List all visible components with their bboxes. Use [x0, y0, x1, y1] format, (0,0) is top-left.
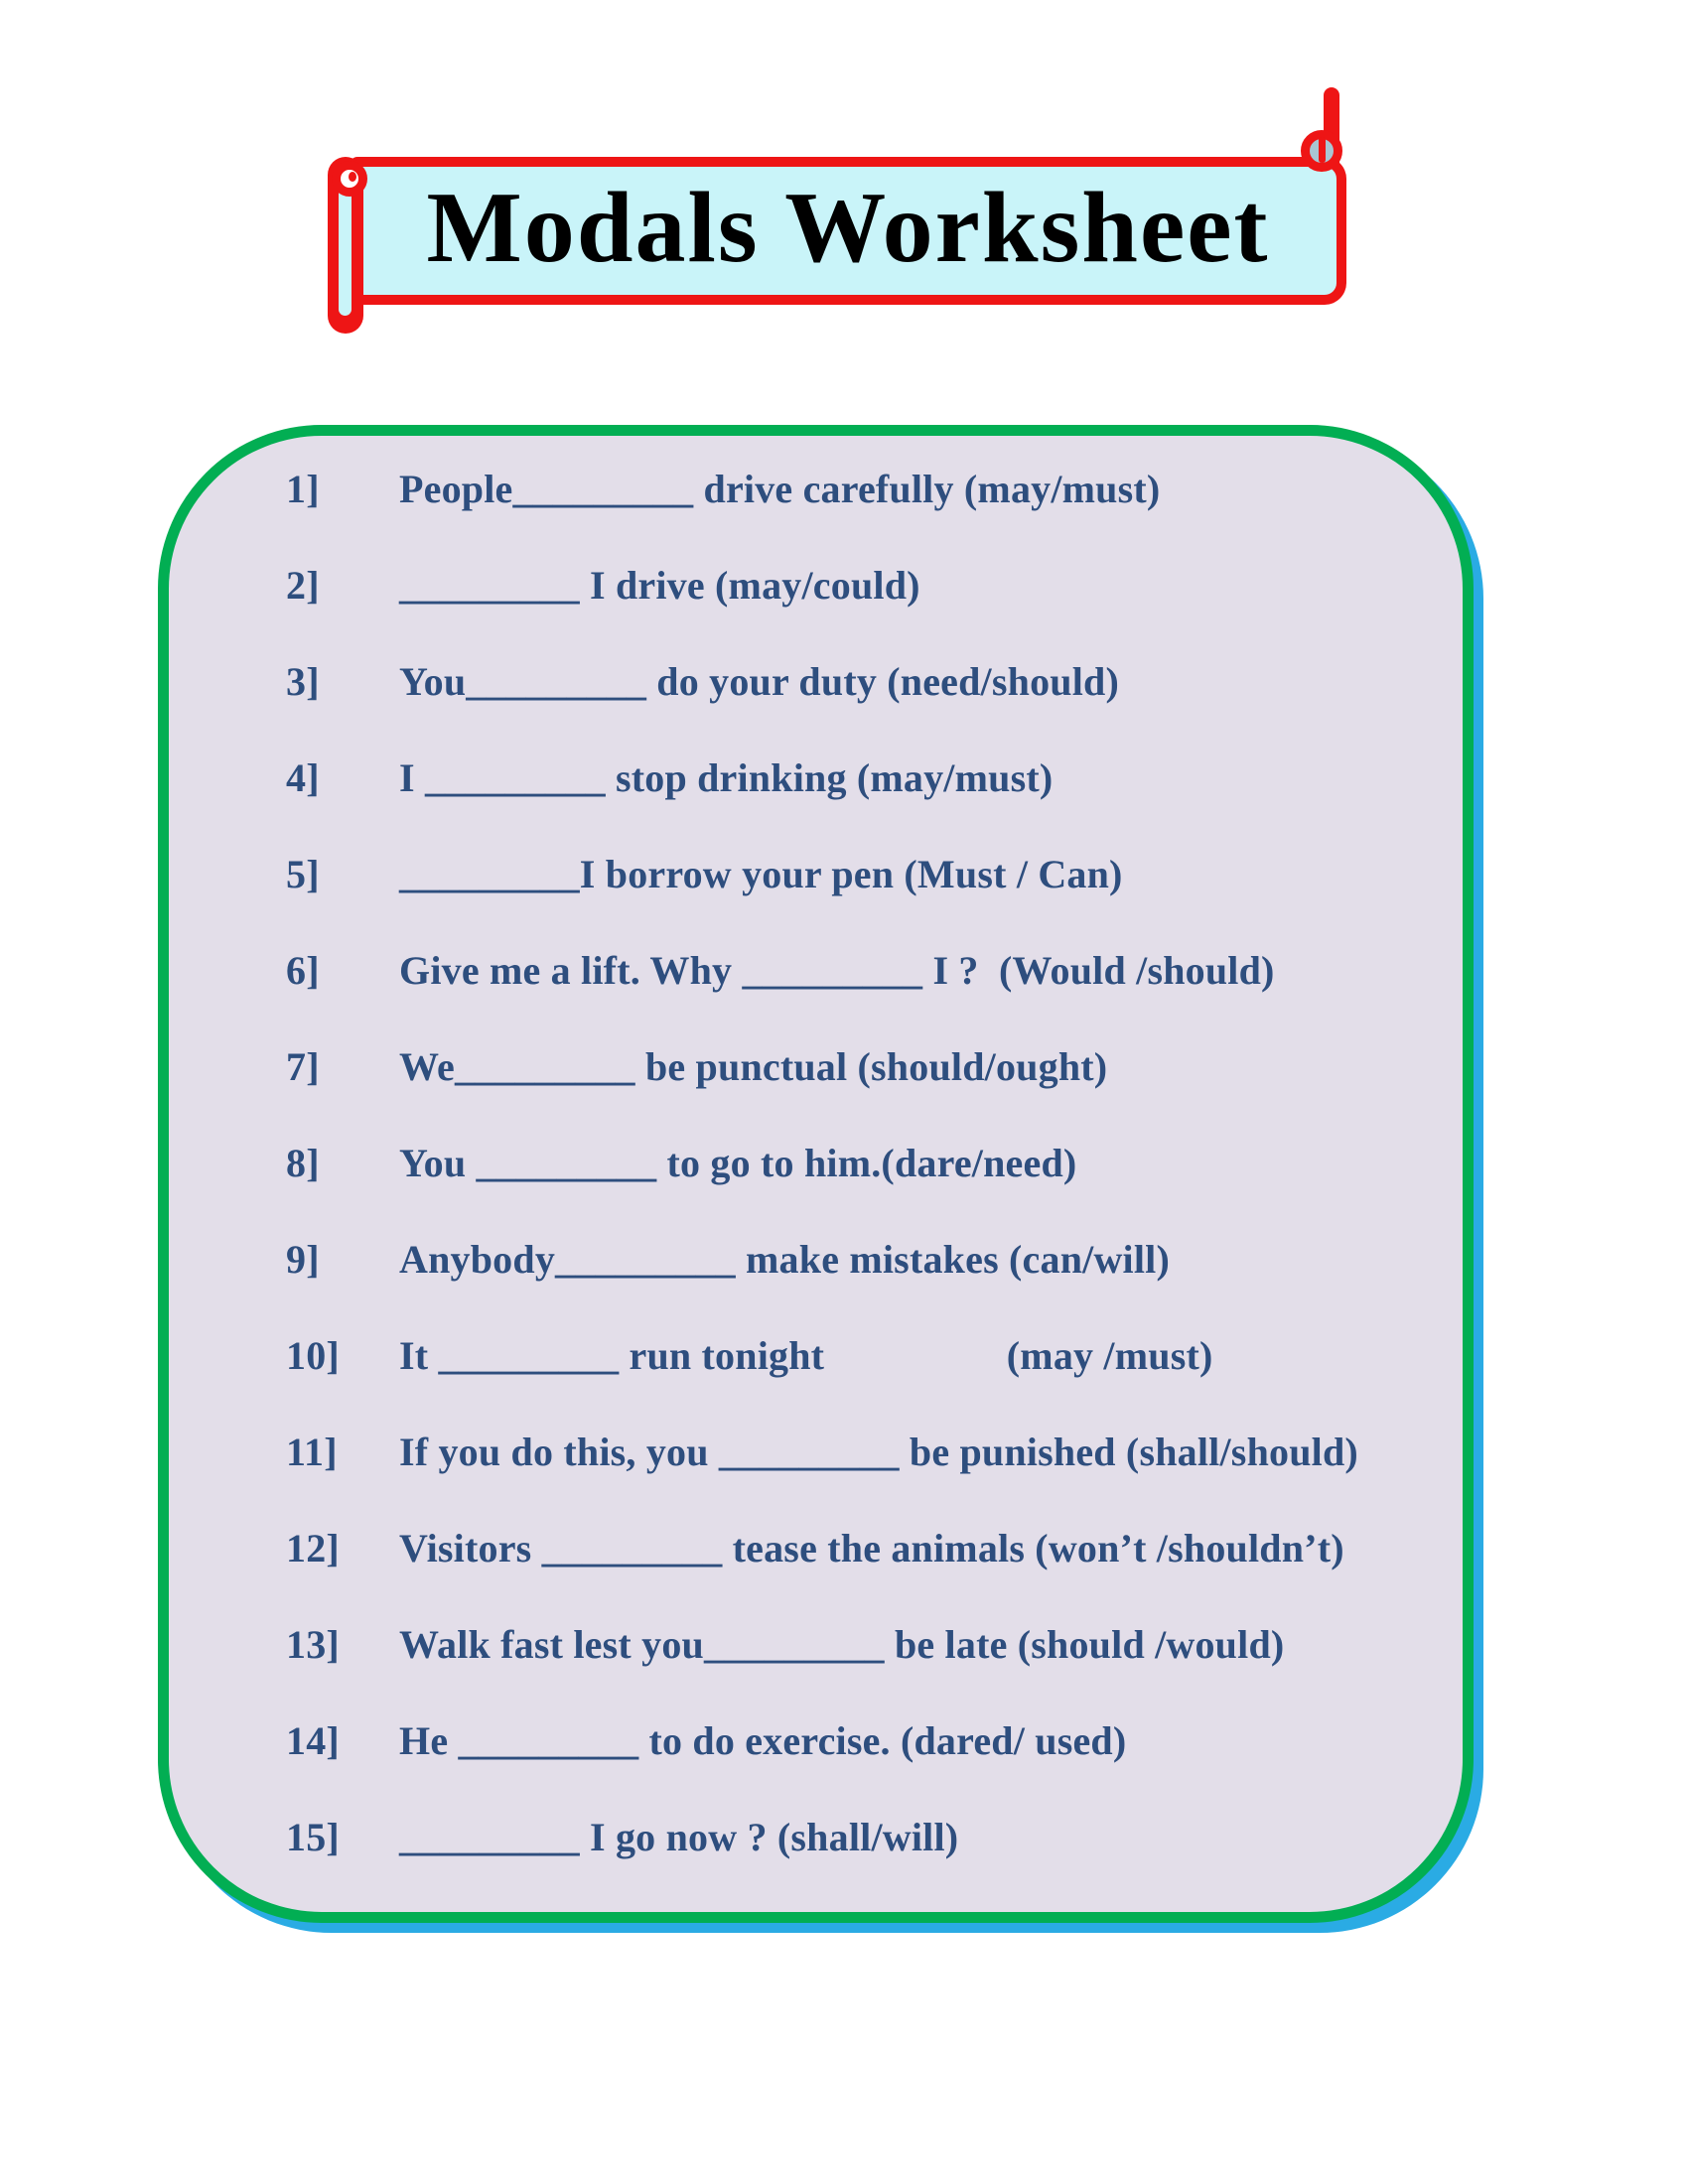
question-text: Anybody_________ make mistakes (can/will)	[399, 1237, 1171, 1282]
question-row-10	[286, 1307, 1433, 1404]
question-row-12	[286, 1500, 1433, 1596]
question-row-13	[286, 1596, 1433, 1693]
question-row-7	[286, 1019, 1433, 1115]
question-text: People_________ drive carefully (may/must)	[399, 467, 1161, 511]
question-row-5	[286, 826, 1433, 922]
question-text: It _________ run tonight (may /must)	[399, 1333, 1213, 1378]
question-number: 3]	[286, 659, 320, 704]
question-list	[169, 436, 1463, 1885]
question-text: _________I borrow your pen (Must / Can)	[399, 852, 1123, 896]
question-text: If you do this, you _________ be punished (shall/should)	[399, 1430, 1358, 1474]
question-number: 4]	[286, 755, 320, 800]
question-number: 9]	[286, 1237, 320, 1282]
question-row-1	[286, 441, 1433, 537]
question-number: 12]	[286, 1526, 340, 1570]
question-text: Give me a lift. Why _________ I ? (Would /should)	[399, 948, 1275, 993]
question-number: 1]	[286, 467, 320, 511]
question-row-2	[286, 537, 1433, 633]
question-number: 8]	[286, 1141, 320, 1185]
question-text: Walk fast lest you_________ be late (should /would)	[399, 1622, 1285, 1667]
question-text: _________ I drive (may/could)	[399, 563, 920, 608]
question-row-8	[286, 1115, 1433, 1211]
question-text: You _________ to go to him.(dare/need)	[399, 1141, 1077, 1185]
question-number: 5]	[286, 852, 320, 896]
question-text: I _________ stop drinking (may/must)	[399, 755, 1054, 800]
question-number: 13]	[286, 1622, 340, 1667]
question-number: 15]	[286, 1815, 340, 1859]
banner-body	[350, 157, 1346, 305]
question-text: We_________ be punctual (should/ought)	[399, 1044, 1108, 1089]
question-row-4	[286, 730, 1433, 826]
question-text: _________ I go now ? (shall/will)	[399, 1815, 959, 1859]
question-row-14	[286, 1693, 1433, 1789]
title-banner	[323, 84, 1375, 342]
question-number: 6]	[286, 948, 320, 993]
question-row-6	[286, 922, 1433, 1019]
question-row-9	[286, 1211, 1433, 1307]
scroll-spiral-icon	[332, 161, 367, 197]
question-number: 10]	[286, 1333, 340, 1378]
question-number: 11]	[286, 1430, 338, 1474]
question-text: You_________ do your duty (need/should)	[399, 659, 1120, 704]
page-title: Modals Worksheet	[426, 171, 1270, 284]
question-text: He _________ to do exercise. (dared/ used)	[399, 1718, 1127, 1763]
question-row-15	[286, 1789, 1433, 1885]
question-row-3	[286, 633, 1433, 730]
question-text: Visitors _________ tease the animals (won’t /shouldn’t)	[399, 1526, 1344, 1570]
questions-panel	[158, 425, 1474, 1923]
scroll-curl-right-icon	[1301, 130, 1342, 172]
question-number: 7]	[286, 1044, 320, 1089]
question-row-11	[286, 1404, 1433, 1500]
question-number: 14]	[286, 1718, 340, 1763]
question-number: 2]	[286, 563, 320, 608]
